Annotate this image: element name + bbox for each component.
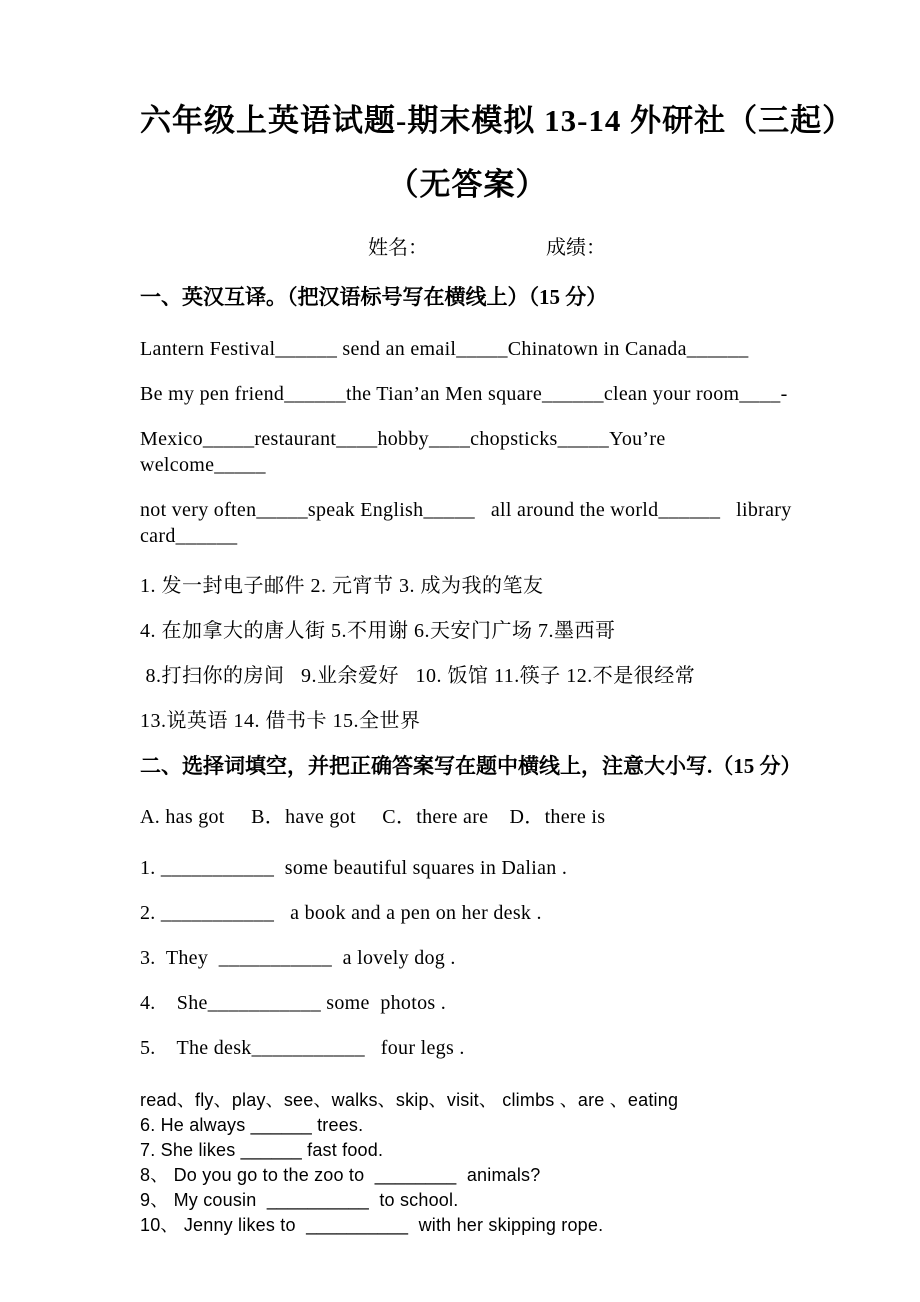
chinese-line-3: 8.打扫你的房间 9.业余爱好 10. 饭馆 11.筷子 12.不是很经常 [140, 665, 696, 687]
page-subtitle: （无答案） [387, 167, 548, 202]
question-line-4: 4. She___________ some photos . [140, 992, 447, 1014]
chinese-line-1: 1. 发一封电子邮件 2. 元宵节 3. 成为我的笔友 [140, 575, 544, 597]
word-bank: read、fly、play、see、walks、skip、visit、 climbs 、are 、eating [140, 1090, 679, 1110]
english-line-4: not very often_____speak English_____ all around the world______ library card______ [140, 499, 797, 547]
english-line-2: Be my pen friend______the Tian’an Men square______clean your room____- [140, 383, 788, 405]
section1-heading: 一、英汉互译。（把汉语标号写在横线上）（15 分） [140, 285, 608, 309]
fill-line-9: 9、 My cousin __________ to school. [140, 1190, 459, 1210]
section2-heading: 二、选择词填空，并把正确答案写在题中横线上，注意大小写.（15 分） [140, 754, 802, 778]
question-line-3: 3. They ___________ a lovely dog . [140, 947, 456, 969]
question-line-5: 5. The desk___________ four legs . [140, 1037, 465, 1059]
name-label: 姓名： [368, 237, 428, 259]
fill-line-6: 6. He always ______ trees. [140, 1115, 364, 1135]
chinese-line-4: 13.说英语 14. 借书卡 15.全世界 [140, 710, 421, 732]
chinese-line-2: 4. 在加拿大的唐人街 5.不用谢 6.天安门广场 7.墨西哥 [140, 620, 616, 642]
question-line-2: 2. ___________ a book and a pen on her desk . [140, 902, 542, 924]
fill-line-10: 10、 Jenny likes to __________ with her skipping rope. [140, 1215, 604, 1235]
english-line-1: Lantern Festival______ send an email_____Chinatown in Canada______ [140, 338, 749, 360]
page-title: 六年级上英语试题-期末模拟 13-14 外研社（三起） [140, 103, 855, 138]
fill-line-7: 7. She likes ______ fast food. [140, 1140, 384, 1160]
section2-questions [140, 855, 795, 1061]
fill-line-8: 8、 Do you go to the zoo to ________ animals? [140, 1165, 541, 1185]
name-score-row [140, 234, 795, 262]
question-line-1: 1. ___________ some beautiful squares in Dalian . [140, 857, 568, 879]
english-line-3: Mexico_____restaurant____hobby____chopsticks_____You’re welcome_____ [140, 428, 671, 476]
options-line: A. has got B．have got C．there are D．there is [140, 806, 606, 828]
score-label: 成绩： [546, 237, 606, 259]
section2-options [140, 804, 795, 830]
section2-fill-block [140, 1088, 795, 1238]
section1-english-words [140, 336, 795, 549]
section1-chinese-key [140, 573, 795, 734]
